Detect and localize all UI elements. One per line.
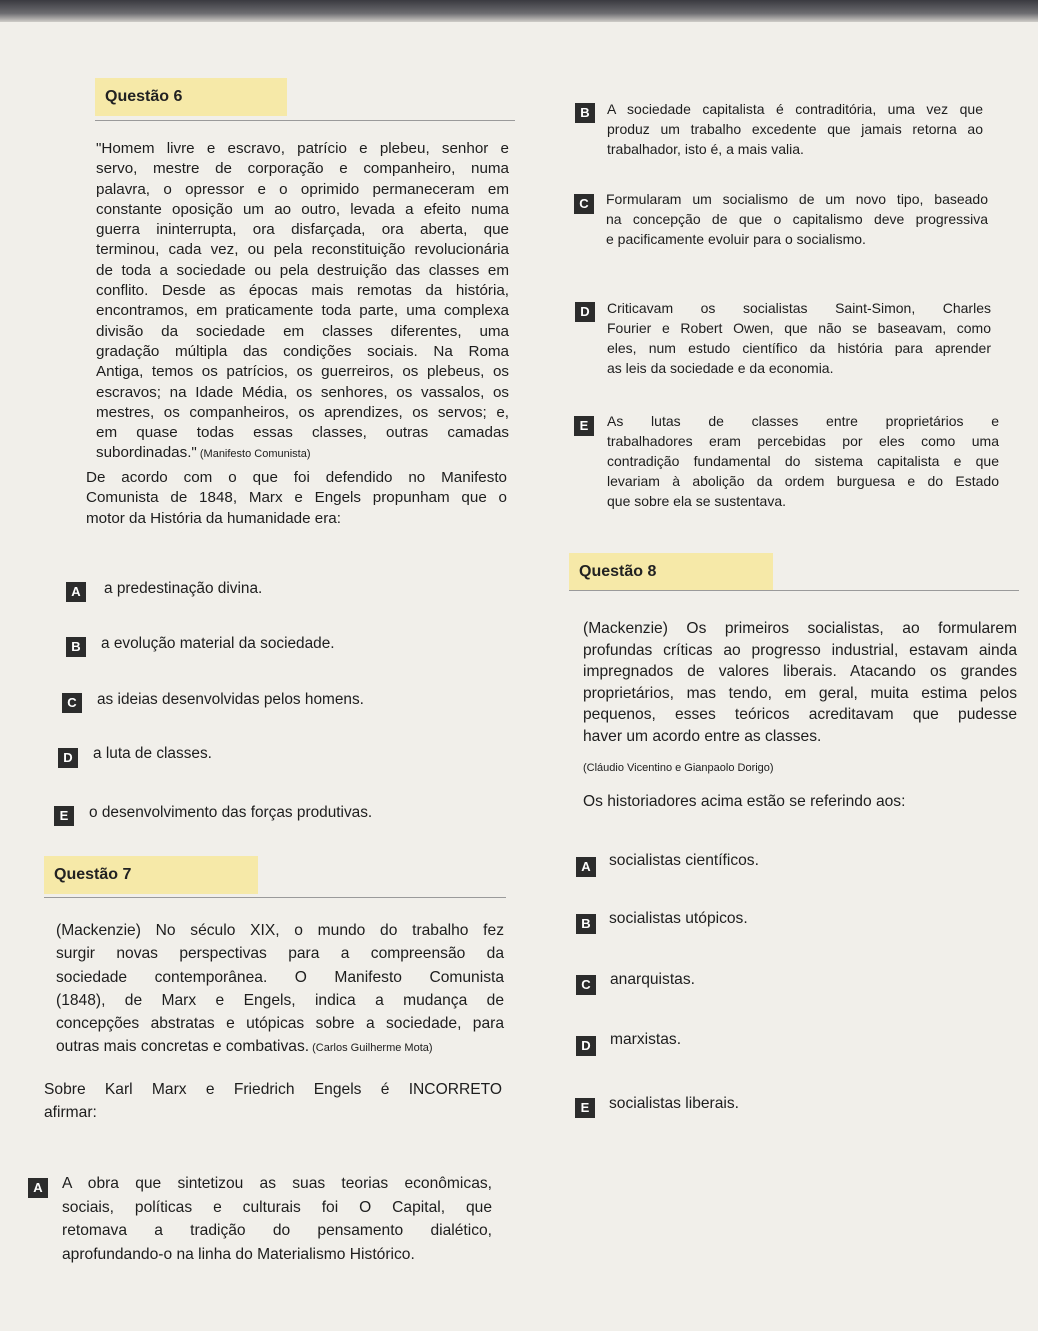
q7-option-d-line[interactable]: Fourier e Robert Owen, que não se baseavam, como [607,320,991,336]
q6-prompt-line: De acordo com o que foi defendido no Manifesto [86,469,507,486]
q7-option-e-line[interactable]: que sobre ela se sustentava. [607,493,787,509]
q7-option-a-badge[interactable]: A [28,1178,48,1198]
q8-text-last-line [583,726,1017,748]
question-7-header [44,856,258,894]
q6-quote-line: guerra ininterrupta, ora disfarçada, ora aberta, que [96,221,509,239]
q6-quote-line: escravos; na Idade Média, os senhores, os vassalos, os [96,383,509,401]
question-6-prompt [86,468,507,529]
q6-quote-last-line [96,443,509,464]
q7-text-line: concepções abstratas e utópicas sobre a sociedade, para [56,1015,504,1033]
q7-option-e-line[interactable]: levariam à abolição da ordem burguesa e do Estado [607,473,999,489]
q8-option-a-badge[interactable]: A [576,857,596,877]
q6-quote-line: de toda a sociedade ou pela destruição das classes em [96,261,509,279]
q8-option-d-badge[interactable]: D [576,1036,596,1056]
question-6-header [95,78,287,116]
option-d-badge[interactable]: D [58,748,78,768]
q7-option-a-line[interactable]: sociais, políticas e culturais foi O Capital, que [62,1198,492,1216]
q6-quote-line: constante oposição um ao outro, levada a efeito numa [96,200,509,218]
q7-option-a-text[interactable] [62,1172,492,1266]
question-8-source: (Cláudio Vicentino e Gianpaolo Dorigo) [583,762,774,774]
q7-option-c-line[interactable]: na concepção de que o capitalismo deve progressiva [606,211,988,227]
q8-text-line: impregnados de valores liberais. Atacando os grandes [583,663,1017,680]
question-8-prompt: Os historiadores acima estão se referindo aos: [583,793,906,810]
q6-quote-line: terminou, cada vez, ou pela reconstituição revolucionária [96,241,509,259]
q8-option-e-badge[interactable]: E [575,1098,595,1118]
question-6-title: Questão 6 [105,88,183,105]
q8-option-c-text[interactable]: anarquistas. [610,971,695,988]
q8-option-c-badge[interactable]: C [576,975,596,995]
q7-prompt-line: Sobre Karl Marx e Friedrich Engels é INCORRETO [44,1081,502,1098]
question-8-divider [569,590,1019,591]
q7-option-d-line[interactable]: Criticavam os socialistas Saint-Simon, Charles [607,300,991,316]
q6-quote-line: Antiga, temos os patrícios, os guerreiros, os plebeus, os [96,363,509,381]
option-a-text[interactable]: a predestinação divina. [104,580,263,597]
q7-option-a-line[interactable]: aprofundando-o na linha do Materialismo Histórico. [62,1245,415,1263]
option-a-badge[interactable]: A [66,582,86,602]
question-8-title: Questão 8 [579,563,657,580]
option-d-text[interactable]: a luta de classes. [93,745,212,762]
q7-option-e-line[interactable]: trabalhadores eram percebidas por eles como uma [607,433,999,449]
q7-option-e-line[interactable]: contradição fundamental do sistema capitalista e que [607,453,999,469]
q6-quote-line: "Homem livre e escravo, patrício e plebeu, senhor e [96,140,509,157]
question-6-divider [95,120,515,121]
question-8-header [569,553,773,591]
q8-text-line: proprietários, mas tendo, em geral, muita estima pelos [583,684,1017,702]
q7-text-last-text: outras mais concretas e combativas. [56,1038,310,1056]
q8-text-line: profundas críticas ao progresso industrial, estavam ainda [583,641,1017,659]
question-7-divider [44,897,506,898]
q7-option-b-line[interactable]: A sociedade capitalista é contraditória, uma vez que [607,101,983,117]
q7-option-b-text[interactable] [607,99,983,159]
q8-option-b-text[interactable]: socialistas utópicos. [609,910,748,927]
option-e-badge[interactable]: E [54,806,74,826]
q7-option-c-badge[interactable]: C [574,194,594,214]
question-7-text [56,919,504,1061]
q6-quote-line: encontramos, em praticamente toda parte, uma complexa [96,302,509,320]
q7-option-d-text[interactable] [607,298,991,378]
q7-prompt-line: afirmar: [44,1104,97,1121]
q6-quote-source: (Manifesto Comunista) [196,448,311,461]
q6-quote-line: servo, mestre de corporação e companheiro, numa [96,160,509,178]
q7-option-d-line[interactable]: as leis da sociedade e da economia. [607,360,834,376]
q7-text-last-line [56,1035,504,1060]
q7-option-c-line[interactable]: Formularam um socialismo de um novo tipo, baseado [606,191,988,207]
option-b-text[interactable]: a evolução material da sociedade. [101,635,335,652]
question-7-prompt [44,1078,502,1124]
q6-quote-line: divisão da sociedade em classes diferentes, uma [96,322,509,340]
option-b-badge[interactable]: B [66,637,86,657]
q8-option-e-text[interactable]: socialistas liberais. [609,1095,739,1112]
q8-text-last-text: haver um acordo entre as classes. [583,727,822,745]
q6-prompt-line: Comunista de 1848, Marx e Engels propunham que o [86,489,507,507]
q7-option-e-text[interactable] [607,411,999,511]
q8-text-line: pequenos, esses teóricos acreditavam que pudesse [583,706,1017,723]
q6-prompt-line: motor da História da humanidade era: [86,509,341,527]
q7-option-b-line[interactable]: produz um trabalho excedente que jamais retorna ao [607,121,983,137]
q8-text-line: (Mackenzie) Os primeiros socialistas, ao formularem [583,620,1017,637]
q7-option-c-line[interactable]: e pacificamente evoluir para o socialismo. [606,231,866,247]
question-8-text [583,618,1017,747]
q8-option-d-text[interactable]: marxistas. [610,1031,682,1048]
q7-text-line: (Mackenzie) No século XIX, o mundo do trabalho fez [56,922,504,939]
q7-option-b-line[interactable]: trabalhador, isto é, a mais valia. [607,141,804,157]
q7-option-a-line[interactable]: retomava a tradição do pensamento dialético, [62,1222,492,1239]
q7-option-d-line[interactable]: eles, num estudo científico da história para aprender [607,340,991,356]
q7-option-a-line[interactable]: A obra que sintetizou as suas teorias econômicas, [62,1175,492,1192]
q7-option-e-badge[interactable]: E [574,416,594,436]
q7-text-line: surgir novas perspectivas para a compreensão da [56,945,504,963]
q6-quote-line: mestres, os companheiros, os aprendizes, os servos; e, [96,403,509,421]
q7-option-b-badge[interactable]: B [575,103,595,123]
q8-option-b-badge[interactable]: B [576,914,596,934]
q7-text-line: (1848), de Marx e Engels, indica a mudança de [56,991,504,1009]
q6-quote-line: conflito. Desde as épocas mais remotas da história, [96,282,509,300]
option-c-text[interactable]: as ideias desenvolvidas pelos homens. [97,691,364,708]
q7-option-d-badge[interactable]: D [575,302,595,322]
q6-quote-line: gradação múltipla das condições sociais. Na Roma [96,342,509,360]
q6-quote-last-text: subordinadas." [96,444,197,462]
page-top-shadow [0,0,1038,22]
q7-option-c-text[interactable] [606,189,988,249]
q7-text-line: sociedade contemporânea. O Manifesto Comunista [56,968,504,986]
q8-option-a-text[interactable]: socialistas científicos. [609,852,759,869]
option-e-text[interactable]: o desenvolvimento das forças produtivas. [89,804,373,821]
option-c-badge[interactable]: C [62,693,82,713]
question-7-title: Questão 7 [54,866,132,883]
q7-text-source: (Carlos Guilherme Mota) [309,1042,433,1055]
q6-quote-line: em quase todas essas classes, outras camadas [96,424,509,442]
q7-option-e-line[interactable]: As lutas de classes entre proprietários e [607,413,999,429]
q6-quote-line: palavra, o opressor e o oprimido permaneceram em [96,180,509,198]
question-6-quote [96,139,509,465]
